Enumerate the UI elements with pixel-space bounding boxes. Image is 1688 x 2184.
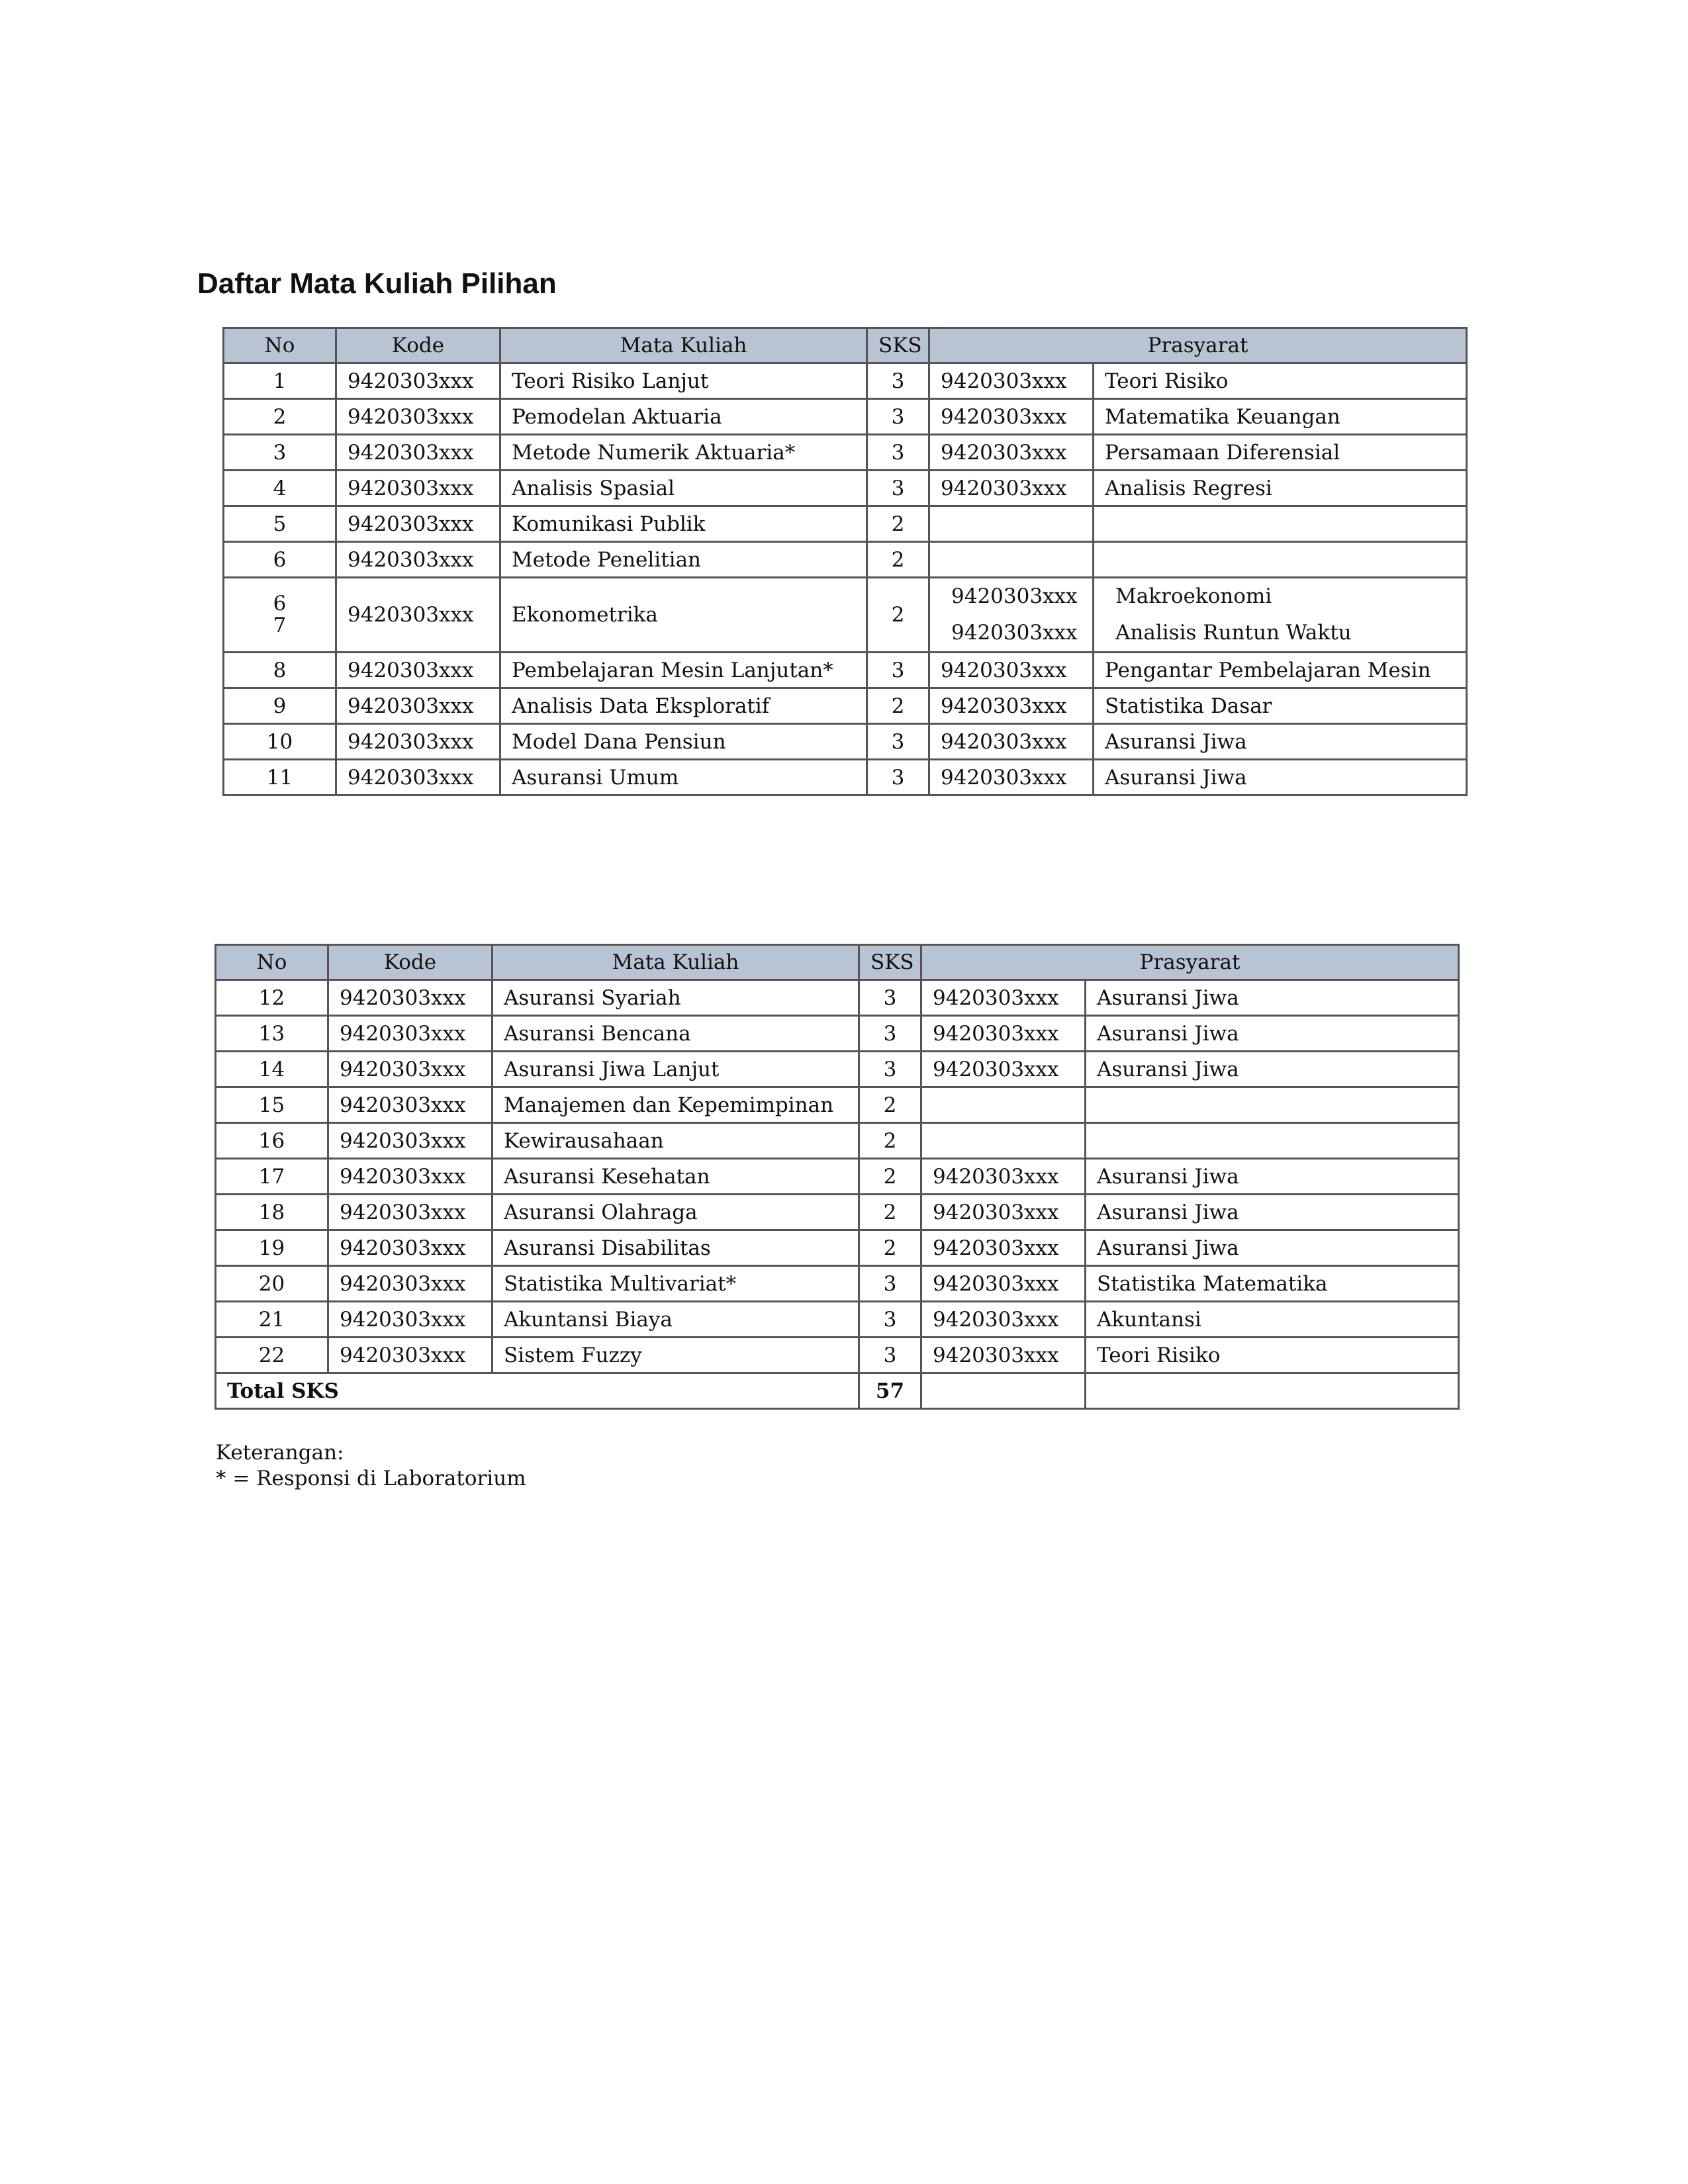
row-number: 6	[224, 542, 336, 578]
course-code: 9420303xxx	[336, 724, 500, 760]
prereq-code: 9420303xxx	[929, 363, 1094, 399]
table-row	[224, 399, 1467, 435]
course-name: Komunikasi Publik	[500, 506, 867, 542]
prereq-code: 9420303xxx	[921, 1266, 1086, 1302]
prereq-name: Asuransi Jiwa	[1086, 1016, 1459, 1052]
prereq-code: 9420303xxx	[921, 980, 1086, 1016]
course-sks: 2	[867, 688, 929, 724]
notes-heading: Keterangan:	[216, 1441, 344, 1465]
row-number: 3	[224, 435, 336, 471]
course-code: 9420303xxx	[328, 1052, 492, 1087]
course-sks: 2	[867, 506, 929, 542]
row-number: 13	[216, 1016, 328, 1052]
course-code: 9420303xxx	[328, 1016, 492, 1052]
course-sks: 2	[859, 1123, 921, 1159]
total-empty-cell	[921, 1373, 1086, 1409]
row-number: 5	[224, 506, 336, 542]
course-name: Asuransi Syariah	[492, 980, 859, 1016]
prereq-code: 9420303xxx	[921, 1230, 1086, 1266]
course-name: Analisis Data Eksploratif	[500, 688, 867, 724]
row-number: 12	[216, 980, 328, 1016]
course-code: 9420303xxx	[336, 760, 500, 796]
prereq-code: 9420303xxx	[921, 1052, 1086, 1087]
row-number: 2	[224, 399, 336, 435]
notes-legend: * = Responsi di Laboratorium	[216, 1467, 526, 1490]
table-row	[216, 1230, 1459, 1266]
row-number	[224, 578, 336, 653]
course-code: 9420303xxx	[328, 980, 492, 1016]
table-row	[216, 1159, 1459, 1195]
course-name: Pemodelan Aktuaria	[500, 399, 867, 435]
course-code: 9420303xxx	[336, 471, 500, 506]
prereq-name: Statistika Dasar	[1094, 688, 1467, 724]
course-name: Asuransi Kesehatan	[492, 1159, 859, 1195]
course-code: 9420303xxx	[336, 506, 500, 542]
course-sks: 3	[867, 435, 929, 471]
total-empty-cell	[1086, 1373, 1459, 1409]
table-row	[216, 1016, 1459, 1052]
prereq-code: 9420303xxx	[929, 653, 1094, 688]
row-number: 15	[216, 1087, 328, 1123]
course-code: 9420303xxx	[336, 435, 500, 471]
header-sks: SKS	[867, 328, 929, 363]
course-code: 9420303xxx	[336, 688, 500, 724]
course-sks: 2	[867, 542, 929, 578]
prereq-code	[921, 1123, 1086, 1159]
course-sks: 3	[867, 399, 929, 435]
table-row	[216, 1087, 1459, 1123]
course-sks: 2	[859, 1230, 921, 1266]
prereq-code-cell	[929, 578, 1094, 653]
table-row	[224, 506, 1467, 542]
course-sks: 2	[859, 1087, 921, 1123]
course-name: Pembelajaran Mesin Lanjutan*	[500, 653, 867, 688]
prereq-code: 9420303xxx	[921, 1302, 1086, 1338]
course-name: Metode Penelitian	[500, 542, 867, 578]
header-no: No	[216, 945, 328, 980]
prereq-name: Pengantar Pembelajaran Mesin	[1094, 653, 1467, 688]
course-sks: 3	[859, 1016, 921, 1052]
course-name: Metode Numerik Aktuaria*	[500, 435, 867, 471]
prereq-name: Asuransi Jiwa	[1094, 760, 1467, 796]
prereq-name: Asuransi Jiwa	[1094, 724, 1467, 760]
table-header-row	[224, 328, 1467, 363]
prereq-name: Teori Risiko	[1094, 363, 1467, 399]
prereq-name	[1086, 1123, 1459, 1159]
course-sks: 3	[859, 1338, 921, 1373]
course-sks: 3	[867, 653, 929, 688]
row-number-line: 7	[273, 614, 287, 637]
table-row	[216, 1266, 1459, 1302]
prereq-code: 9420303xxx	[929, 760, 1094, 796]
row-number: 1	[224, 363, 336, 399]
header-sks: SKS	[859, 945, 921, 980]
table-row	[216, 1195, 1459, 1230]
course-code: 9420303xxx	[336, 542, 500, 578]
course-sks: 2	[867, 578, 929, 653]
header-mata-kuliah: Mata Kuliah	[500, 328, 867, 363]
prereq-code	[929, 542, 1094, 578]
row-number-line: 6	[273, 592, 287, 616]
course-sks: 3	[859, 1266, 921, 1302]
total-sks-value: 57	[859, 1373, 921, 1409]
prereq-code: 9420303xxx	[929, 724, 1094, 760]
table-row	[224, 653, 1467, 688]
prereq-name: Matematika Keuangan	[1094, 399, 1467, 435]
course-name: Analisis Spasial	[500, 471, 867, 506]
header-prasyarat: Prasyarat	[921, 945, 1459, 980]
table-row	[224, 471, 1467, 506]
row-number: 16	[216, 1123, 328, 1159]
course-name: Teori Risiko Lanjut	[500, 363, 867, 399]
course-sks: 3	[867, 724, 929, 760]
prereq-code: 9420303xxx	[951, 621, 1078, 645]
prereq-name: Asuransi Jiwa	[1086, 1159, 1459, 1195]
table-row	[224, 724, 1467, 760]
course-name: Asuransi Umum	[500, 760, 867, 796]
course-code: 9420303xxx	[336, 363, 500, 399]
course-name: Akuntansi Biaya	[492, 1302, 859, 1338]
row-number: 14	[216, 1052, 328, 1087]
table-row	[216, 980, 1459, 1016]
prereq-code	[921, 1087, 1086, 1123]
row-number: 21	[216, 1302, 328, 1338]
prereq-code: 9420303xxx	[921, 1016, 1086, 1052]
course-code: 9420303xxx	[336, 399, 500, 435]
course-name: Model Dana Pensiun	[500, 724, 867, 760]
header-prasyarat: Prasyarat	[929, 328, 1467, 363]
total-label: Total SKS	[216, 1373, 859, 1409]
page-title: Daftar Mata Kuliah Pilihan	[197, 267, 557, 300]
row-number: 18	[216, 1195, 328, 1230]
table-row	[216, 1052, 1459, 1087]
table-row	[224, 688, 1467, 724]
course-code: 9420303xxx	[328, 1123, 492, 1159]
elective-courses-table-1	[222, 327, 1468, 796]
course-sks: 3	[859, 1052, 921, 1087]
header-mata-kuliah: Mata Kuliah	[492, 945, 859, 980]
course-code: 9420303xxx	[336, 653, 500, 688]
course-name: Ekonometrika	[500, 578, 867, 653]
course-sks: 3	[867, 471, 929, 506]
row-number: 10	[224, 724, 336, 760]
table-row	[224, 760, 1467, 796]
course-code: 9420303xxx	[328, 1230, 492, 1266]
prereq-code: 9420303xxx	[929, 688, 1094, 724]
table-row	[216, 1302, 1459, 1338]
prereq-name: Teori Risiko	[1086, 1338, 1459, 1373]
row-number: 11	[224, 760, 336, 796]
prereq-name	[1086, 1087, 1459, 1123]
prereq-name-cell	[1094, 578, 1467, 653]
prereq-code: 9420303xxx	[929, 435, 1094, 471]
course-sks: 3	[859, 980, 921, 1016]
course-code: 9420303xxx	[328, 1159, 492, 1195]
prereq-code: 9420303xxx	[921, 1195, 1086, 1230]
course-sks: 3	[867, 760, 929, 796]
course-sks: 3	[859, 1302, 921, 1338]
prereq-code: 9420303xxx	[929, 399, 1094, 435]
prereq-code: 9420303xxx	[951, 584, 1078, 608]
row-number: 4	[224, 471, 336, 506]
table-header-row	[216, 945, 1459, 980]
prereq-name: Persamaan Diferensial	[1094, 435, 1467, 471]
header-kode: Kode	[336, 328, 500, 363]
prereq-name	[1094, 506, 1467, 542]
elective-courses-table-2	[214, 944, 1460, 1410]
row-number: 20	[216, 1266, 328, 1302]
prereq-name: Asuransi Jiwa	[1086, 1230, 1459, 1266]
prereq-code: 9420303xxx	[921, 1338, 1086, 1373]
prereq-code: 9420303xxx	[921, 1159, 1086, 1195]
notes	[216, 1440, 526, 1492]
prereq-name: Analisis Regresi	[1094, 471, 1467, 506]
course-code: 9420303xxx	[328, 1087, 492, 1123]
total-row	[216, 1373, 1459, 1409]
course-sks: 3	[867, 363, 929, 399]
course-name: Asuransi Olahraga	[492, 1195, 859, 1230]
row-number: 19	[216, 1230, 328, 1266]
row-number: 9	[224, 688, 336, 724]
prereq-name	[1094, 542, 1467, 578]
table-row	[224, 578, 1467, 653]
header-kode: Kode	[328, 945, 492, 980]
course-sks: 2	[859, 1195, 921, 1230]
course-code: 9420303xxx	[328, 1338, 492, 1373]
table-row	[224, 435, 1467, 471]
table-row	[224, 542, 1467, 578]
row-number: 8	[224, 653, 336, 688]
prereq-name: Asuransi Jiwa	[1086, 1195, 1459, 1230]
table-row	[216, 1338, 1459, 1373]
header-no: No	[224, 328, 336, 363]
course-code: 9420303xxx	[328, 1266, 492, 1302]
prereq-code: 9420303xxx	[929, 471, 1094, 506]
course-name: Kewirausahaan	[492, 1123, 859, 1159]
course-sks: 2	[859, 1159, 921, 1195]
prereq-name: Asuransi Jiwa	[1086, 1052, 1459, 1087]
row-number: 22	[216, 1338, 328, 1373]
course-name: Statistika Multivariat*	[492, 1266, 859, 1302]
row-number: 17	[216, 1159, 328, 1195]
prereq-code	[929, 506, 1094, 542]
prereq-name: Akuntansi	[1086, 1302, 1459, 1338]
course-code: 9420303xxx	[328, 1195, 492, 1230]
course-name: Sistem Fuzzy	[492, 1338, 859, 1373]
course-code: 9420303xxx	[336, 578, 500, 653]
course-name: Asuransi Jiwa Lanjut	[492, 1052, 859, 1087]
prereq-name: Analisis Runtun Waktu	[1115, 621, 1352, 645]
table-row	[216, 1123, 1459, 1159]
table-row	[224, 363, 1467, 399]
prereq-name: Makroekonomi	[1115, 584, 1272, 608]
prereq-name: Statistika Matematika	[1086, 1266, 1459, 1302]
course-name: Asuransi Bencana	[492, 1016, 859, 1052]
course-name: Manajemen dan Kepemimpinan	[492, 1087, 859, 1123]
course-code: 9420303xxx	[328, 1302, 492, 1338]
course-name: Asuransi Disabilitas	[492, 1230, 859, 1266]
prereq-name: Asuransi Jiwa	[1086, 980, 1459, 1016]
